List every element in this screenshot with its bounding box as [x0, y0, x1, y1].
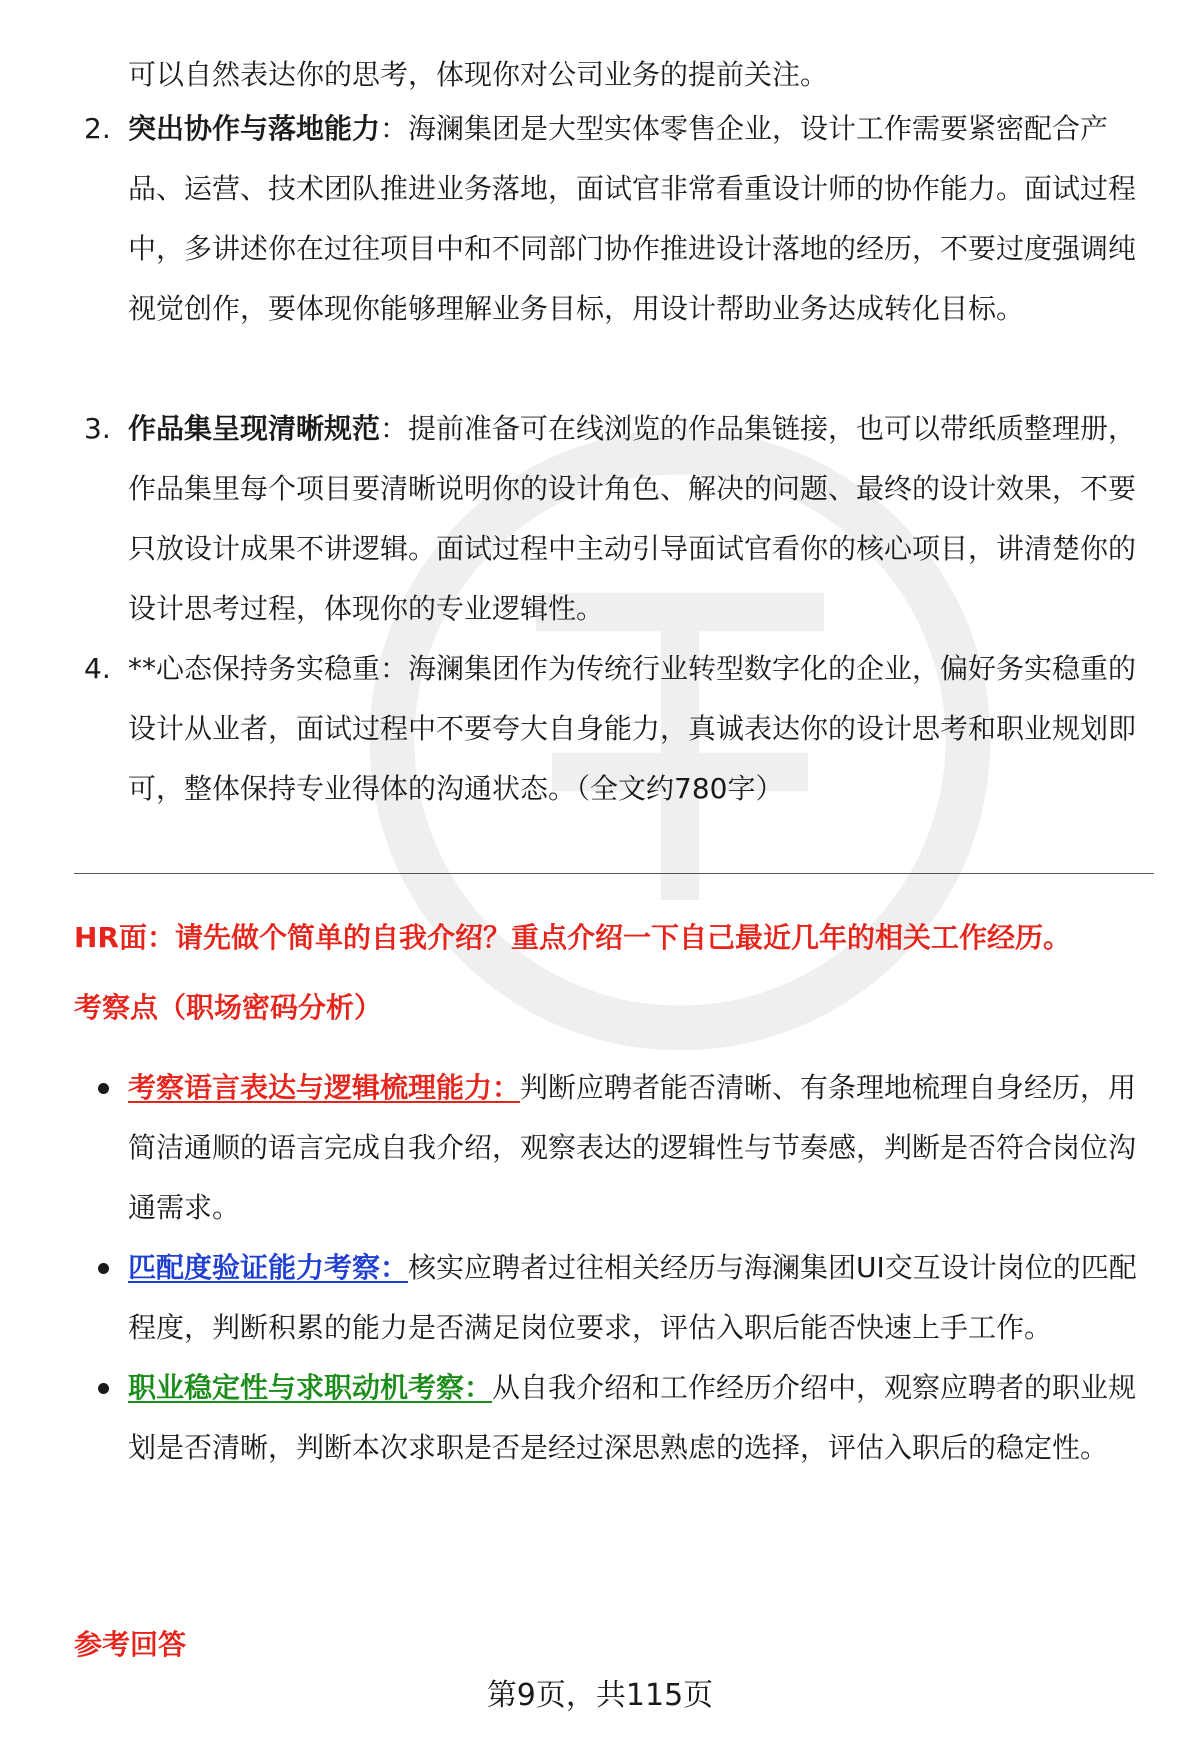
- point-text: 从自我介绍和工作经历介绍中，观察应聘者的职业规划是否清晰，判断本次求职是否是经过深思熟虑的选择，评估入职后的稳定性。: [128, 1371, 1137, 1464]
- bullet-icon: [98, 1083, 109, 1094]
- assessment-point: [74, 1238, 1154, 1358]
- assessment-point: [74, 1058, 1154, 1238]
- tip-text: 海澜集团是大型实体零售企业，设计工作需要紧密配合产品、运营、技术团队推进业务落地，面试官非常看重设计师的协作能力。面试过程中，多讲述你在过往项目中和不同部门协作推进设计落地的经历，不要过度强调纯视觉创作，要体现你能够理解业务目标，用设计帮助业务达成转化目标。: [128, 112, 1137, 325]
- tip-separator: ：: [380, 412, 409, 445]
- point-text: 判断应聘者能否清晰、有条理地梳理自身经历，用简洁通顺的语言完成自我介绍，观察表达的逻辑性与节奏感，判断是否符合岗位沟通需求。: [128, 1071, 1137, 1224]
- analysis-heading: 考察点（职场密码分析）: [74, 991, 383, 1024]
- section-divider: [74, 873, 1154, 874]
- bullet-icon: [98, 1263, 109, 1274]
- tip-text: **心态保持务实稳重：海澜集团作为传统行业转型数字化的企业，偏好务实稳重的设计从业者，面试过程中不要夸大自身能力，真诚表达你的设计思考和职业规划即可，整体保持专业得体的沟通状态。（全文约780字）: [128, 652, 1137, 805]
- tip-title: 突出协作与落地能力: [128, 112, 381, 145]
- intro-continuation-block: [128, 45, 1128, 105]
- page-number-footer: 第9页，共115页: [486, 1678, 714, 1713]
- tip-number: 2.: [84, 112, 111, 145]
- intro-continuation-text: 可以自然表达你的思考，体现你对公司业务的提前关注。: [128, 58, 829, 91]
- bullet-icon: [98, 1383, 109, 1394]
- tip-item: [74, 639, 1154, 819]
- tip-item: [74, 99, 1154, 399]
- assessment-point: [74, 1358, 1154, 1478]
- tip-number: 4.: [84, 652, 111, 685]
- point-text: 核实应聘者过往相关经历与海澜集团UI交互设计岗位的匹配程度，判断积累的能力是否满足岗位要求，评估入职后能否快速上手工作。: [128, 1251, 1137, 1344]
- tip-number: 3.: [84, 412, 111, 445]
- tip-separator: ：: [380, 112, 409, 145]
- point-label: 匹配度验证能力考察：: [128, 1251, 409, 1284]
- tips-list: [74, 99, 1154, 819]
- point-label: 考察语言表达与逻辑梳理能力：: [128, 1071, 521, 1104]
- point-label: 职业稳定性与求职动机考察：: [128, 1371, 493, 1404]
- interview-question: HR面：请先做个简单的自我介绍？重点介绍一下自己最近几年的相关工作经历。: [74, 921, 1071, 954]
- tip-text: 提前准备可在线浏览的作品集链接，也可以带纸质整理册，作品集里每个项目要清晰说明你的设计角色、解决的问题、最终的设计效果，不要只放设计成果不讲逻辑。面试过程中主动引导面试官看你的核心项目，讲清楚你的设计思考过程，体现你的专业逻辑性。: [128, 412, 1137, 625]
- tip-title: 作品集呈现清晰规范: [128, 412, 381, 445]
- reference-answer-heading: 参考回答: [74, 1628, 187, 1661]
- tip-item: [74, 399, 1154, 639]
- assessment-points-list: [74, 1058, 1154, 1478]
